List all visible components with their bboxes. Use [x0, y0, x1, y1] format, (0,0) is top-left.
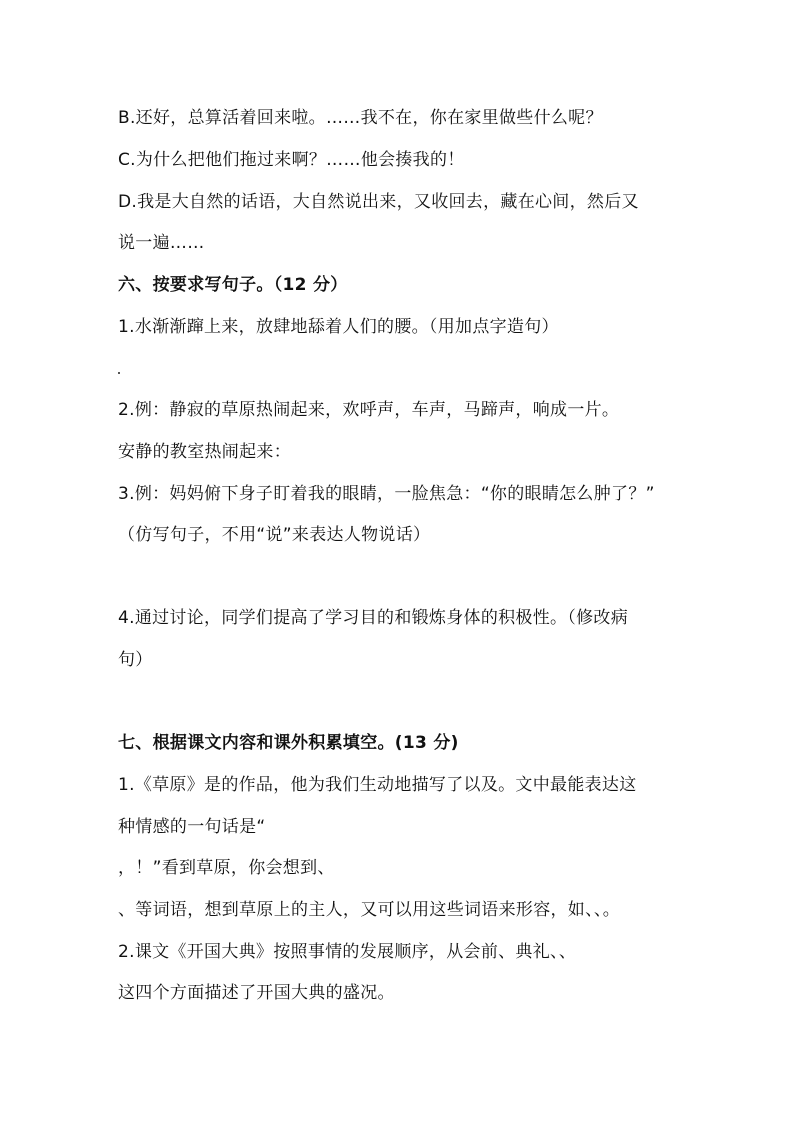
- option-d-line: D.我是大自然的话语，大自然说出来，又收回去，藏在心间，然后又: [118, 192, 639, 212]
- question-2-line: 2.例：静寂的草原热闹起来，欢呼声，车声，马蹄声，响成一片。: [118, 400, 620, 420]
- option-b-line: B.还好，总算活着回来啦。……我不在，你在家里做些什么呢？: [118, 108, 603, 128]
- fill-1-line-4: 、等词语，想到草原上的主人，又可以用这些词语来形容，如、、。: [118, 900, 620, 920]
- question-4-line: 4.通过讨论，同学们提高了学习目的和锻炼身体的积极性。（修改病: [118, 608, 629, 628]
- fill-1-line-2: 种情感的一句话是“: [118, 817, 266, 837]
- fill-1-line: 1.《草原》是的作品，他为我们生动地描写了以及。文中最能表达这: [118, 775, 637, 795]
- question-2-prompt: 安静的教室热闹起来：: [118, 442, 291, 462]
- question-1-line: 1.水渐渐蹿上来，放肆地舔着人们的腰。（用加点字造句）: [118, 317, 559, 337]
- section-six-heading: 六、按要求写句子。（12 分）: [118, 275, 348, 295]
- fill-2-continuation: 这四个方面描述了开国大典的盛况。: [118, 983, 395, 1003]
- section-seven-heading: 七、根据课文内容和课外积累填空。(13 分): [118, 733, 459, 753]
- question-4-continuation: 句）: [118, 650, 153, 670]
- fill-1-line-3: ，！”看到草原，你会想到、: [118, 858, 335, 878]
- option-c-line: C.为什么把他们拖过来啊？……他会揍我的！: [118, 150, 465, 170]
- answer-blank-marker: [118, 372, 120, 374]
- option-d-continuation: 说一遍……: [118, 233, 205, 253]
- question-3-line: 3.例：妈妈俯下身子盯着我的眼睛，一脸焦急：“你的眼睛怎么肿了？”: [118, 484, 655, 504]
- fill-2-line: 2.课文《开国大典》按照事情的发展顺序，从会前、典礼、、: [118, 942, 577, 962]
- question-3-instruction: （仿写句子，不用“说”来表达人物说话）: [118, 525, 431, 545]
